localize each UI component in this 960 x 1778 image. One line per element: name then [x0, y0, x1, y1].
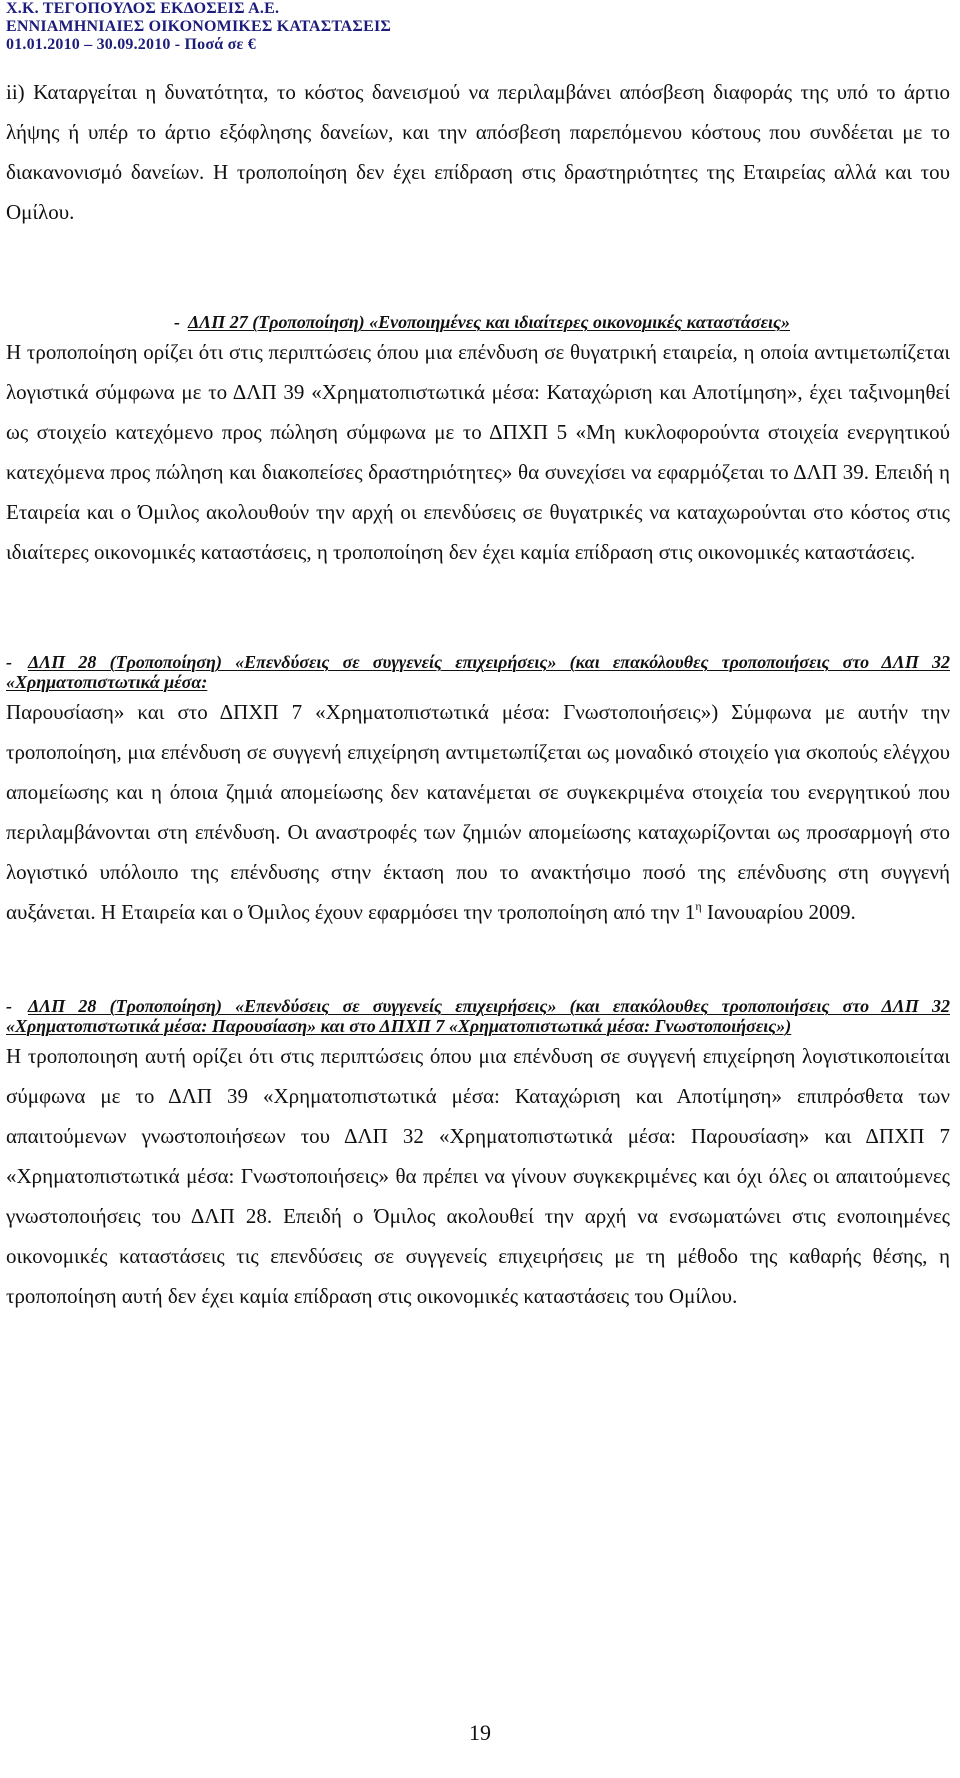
header-period: 01.01.2010 – 30.09.2010 - Ποσά σε €	[6, 36, 256, 53]
spacer	[6, 232, 950, 312]
heading-ias27: - ΔΛΠ 27 (Τροποποίηση) «Ενοποιημένες και ιδιαίτερες οικονομικές καταστάσεις»	[174, 312, 790, 332]
page-number: 19	[469, 1720, 491, 1745]
heading-ias28-a: - ΔΛΠ 28 (Τροποποίηση) «Επενδύσεις σε συγγενείς επιχειρήσεις» (και επακόλουθες τροποποιήσεις στο ΔΛΠ 32 «Χρηματοπιστωτικά μέσα:	[6, 652, 950, 692]
header-company: Χ.Κ. ΤΕΓΟΠΟΥΛΟΣ ΕΚΔΟΣΕΙΣ Α.Ε.	[6, 0, 280, 17]
heading-ias28-b-text: ΔΛΠ 28 (Τροποποίηση) «Επενδύσεις σε συγγενείς επιχειρήσεις» (και επακόλουθες τροποποιήσεις στο ΔΛΠ 32 «Χρηματοπιστωτικά μέσα: Παρουσίαση» και στο ΔΠΧΠ 7 «Χρηματοπιστωτικά μέσα: Γνωστοποιήσεις»)	[6, 996, 950, 1036]
paragraph-ias28-a-text: Παρουσίαση» και στο ΔΠΧΠ 7 «Χρηματοπιστωτικά μέσα: Γνωστοποιήσεις») Σύμφωνα με αυτήν την τροποποίηση, μια επένδυση σε συγγενή επιχείρηση αντιμετωπίζεται ως μοναδικό στοιχείο για σκοπούς ελέγχου απομείωσης και η όποια ζημιά απομείωσης δεν κατανέμεται σε συγκεκριμένα στοιχεία του ενεργητικού που περιλαμβάνονται στη επένδυση. Οι αναστροφές των ζημιών απομείωσης καταχωρίζονται ως προσαρμογή στο λογιστικό υπόλοιπο της επένδυσης στην έκταση που το ανακτήσιμο ποσό της επένδυσης στη συγγενή αυξάνεται. Η Εταιρεία και ο Όμιλος έχουν εφαρμόσει την τροποποίηση από την 1	[6, 700, 950, 924]
header-report-title: ΕΝΝΙΑΜΗΝΙΑΙΕΣ ΟΙΚΟΝΟΜΙΚΕΣ ΚΑΤΑΣΤΑΣΕΙΣ	[6, 18, 392, 35]
paragraph-ias28-b: Η τροποποιηση αυτή ορίζει ότι στις περιπτώσεις όπου μια επένδυση σε συγγενή επιχείρηση λογιστικοποιείται σύμφωνα με το ΔΛΠ 39 «Χρηματοπιστωτικά μέσα: Καταχώριση και Αποτίμηση» επιπρόσθετα των απαιτούμενων γνωστοποιήσεων του ΔΛΠ 32 «Χρηματοπιστωτικά μέσα: Παρουσίαση» και ΔΠΧΠ 7 «Χρηματοπιστωτικά μέσα: Γνωστοποιήσεις» θα πρέπει να γίνουν συγκεκριμένες και όχι όλες οι απαιτούμενες γνωστοποιήσεις του ΔΛΠ 28. Επειδή ο Όμιλος ακολουθεί την αρχή να ενσωματώνει στις ενοποιημένες οικονομικές καταστάσεις τις επενδύσεις σε συγγενείς επιχειρήσεις με τη μέθοδο της καθαρής θέσης, η τροποποίηση αυτή δεν έχει καμία επίδραση στις οικονομικές καταστάσεις του Ομίλου.	[6, 1044, 950, 1308]
document-header	[6, 0, 906, 54]
paragraph-ias27: Η τροποποίηση ορίζει ότι στις περιπτώσεις όπου μια επένδυση σε θυγατρική εταιρεία, η οποία αντιμετωπίζεται λογιστικά σύμφωνα με το ΔΛΠ 39 «Χρηματοπιστωτικά μέσα: Καταχώριση και Αποτίμηση», έχει ταξινομηθεί ως στοιχείο κατεχόμενο προς πώληση σύμφωνα με το ΔΠΧΠ 5 «Μη κυκλοφορούντα στοιχεία ενεργητικού κατεχόμενα προς πώληση και διακοπείσες δραστηριότητες» θα συνεχίσει να εφαρμόζεται το ΔΛΠ 39. Επειδή η Εταιρεία και ο Όμιλος ακολουθούν την αρχή οι επενδύσεις σε θυγατρικές να καταχωρούνται στο κόστος στις ιδιαίτερες οικονομικές καταστάσεις, η τροποποίηση δεν έχει καμία επίδραση στις οικονομικές καταστάσεις.	[6, 340, 950, 564]
heading-ias27-text: ΔΛΠ 27 (Τροποποίηση) «Ενοποιημένες και ιδιαίτερες οικονομικές καταστάσεις»	[188, 312, 790, 332]
superscript: η	[695, 899, 702, 913]
spacer	[6, 572, 950, 652]
document-body	[6, 72, 950, 1316]
paragraph-borrowing-costs: ii) Καταργείται η δυνατότητα, το κόστος δανεισμού να περιλαμβάνει απόσβεση διαφοράς της υπό το άρτιο λήψης ή υπέρ το άρτιο εξόφλησης δανείων, και την απόσβεση παρεπόμενου κόστους που συνδέεται με το διακανονισμό δανείων. Η τροποποίηση δεν έχει επίδραση στις δραστηριότητες της Εταιρείας αλλά και του Ομίλου.	[6, 80, 950, 224]
paragraph-ias28-a-end: Ιανουαρίου 2009.	[701, 900, 856, 924]
spacer	[6, 932, 950, 996]
heading-ias28-b: - ΔΛΠ 28 (Τροποποίηση) «Επενδύσεις σε συγγενείς επιχειρήσεις» (και επακόλουθες τροποποιήσεις στο ΔΛΠ 32 «Χρηματοπιστωτικά μέσα: Παρουσίαση» και στο ΔΠΧΠ 7 «Χρηματοπιστωτικά μέσα: Γνωστοποιήσεις»)	[6, 996, 950, 1036]
paragraph-ias28-a	[6, 692, 950, 932]
heading-ias28-a-text: ΔΛΠ 28 (Τροποποίηση) «Επενδύσεις σε συγγενείς επιχειρήσεις» (και επακόλουθες τροποποιήσεις στο ΔΛΠ 32 «Χρηματοπιστωτικά μέσα:	[6, 652, 950, 692]
